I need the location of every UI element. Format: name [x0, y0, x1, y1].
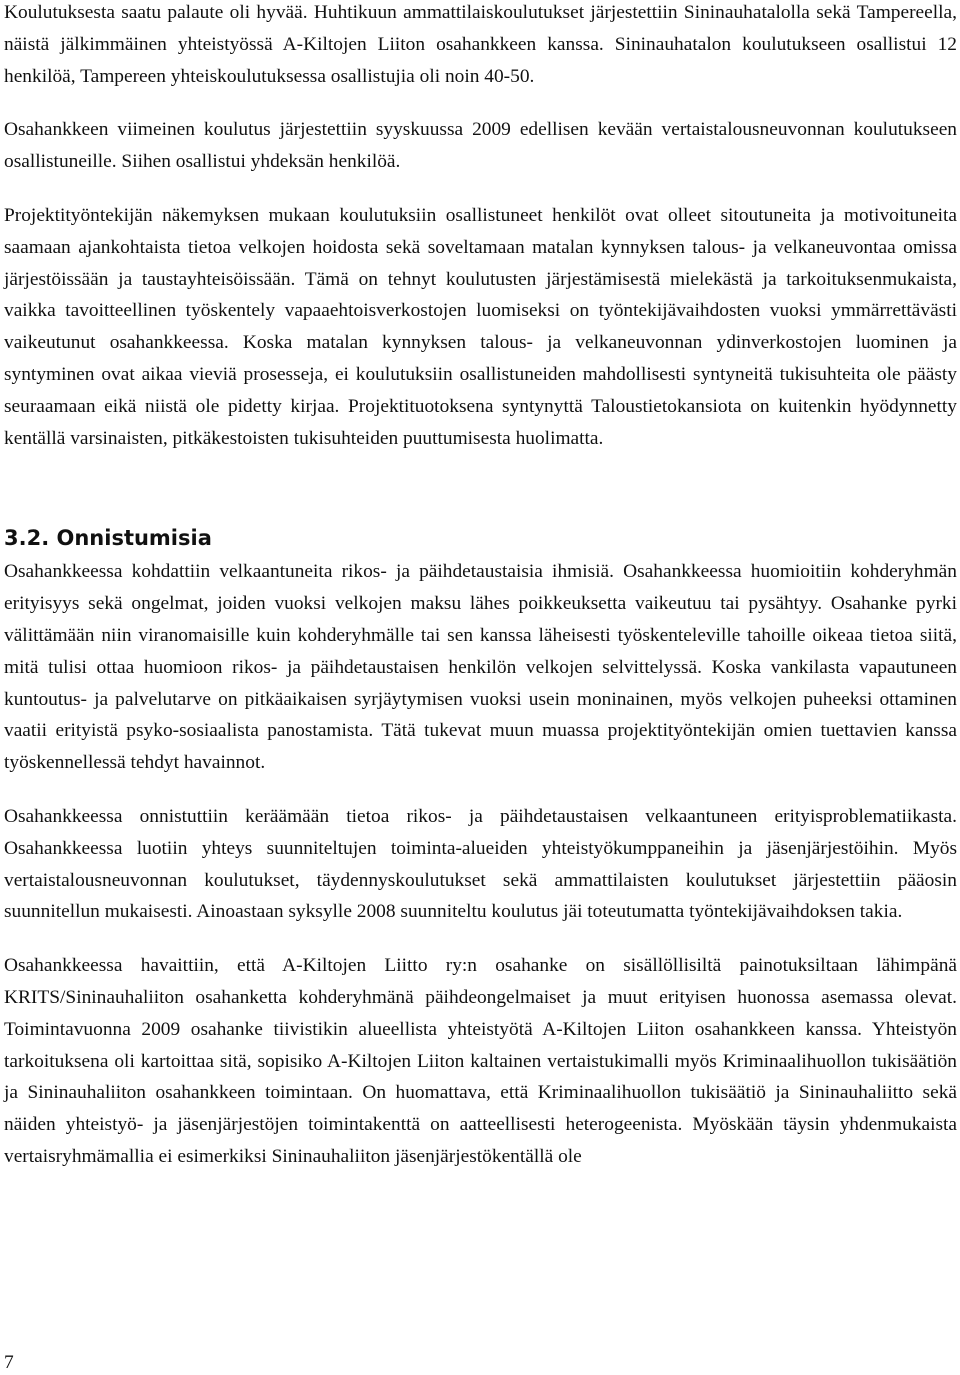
- section-heading: 3.2. Onnistumisia: [4, 526, 212, 551]
- paragraph-target-group: Osahankkeessa kohdattiin velkaantuneita rikos- ja päihdetaustaisia ihmisiä. Osahankkeessa huomioitiin kohderyhmän erityisyys sekä ongelmat, joiden vuoksi velkojen maksu lähes poikkeuksetta vaikeutuu tai pysähtyy. Osahanke pyrki välittämään niin viranomaisille kuin kohderyhmälle tai sen kanssa läheisesti työskenteleville tahoille oikeaa tietoa siitä, mitä tulisi ottaa huomioon rikos- ja päihdetaustaisen henkilön velkojen selvittelyssä. Koska vankilasta vapautuneen kuntoutus- ja palvelutarve on pitkäaikaisen syrjäytymisen vuoksi usein moninainen, myös velkojen puheeksi ottaminen vaatii erityistä psyko-sosiaalista panostamista. Tätä tukevat muun muassa projektityöntekijän omien tuettavien kanssa työskennellessä tehdyt havainnot.: [4, 561, 957, 774]
- paragraph-spacer: [4, 928, 957, 950]
- paragraph-worker-view: Projektityöntekijän näkemyksen mukaan koulutuksiin osallistuneet henkilöt ovat olleet sitoutuneita ja motivoituneita saamaan ajankohtaista tietoa velkojen hoidosta sekä soveltamaan matalan kynnyksen talous- ja velkaneuvontaa omissa järjestöissään ja taustayhteisöissään. Tämä on tehnyt koulutusten järjestämisestä mielekästä ja tarkoituksenmukaista, vaikka tavoitteellinen työskentely vapaaehtoisverkostojen luomiseksi on työntekijävaihdosten vuoksi ymmärrettävästi vaikeutunut osahankkeessa. Koska matalan kynnyksen talous- ja velkaneuvonnan ydinverkostojen luominen ja syntyminen ovat aikaa vieviä prosesseja, ei koulutuksiin osallistuneiden mahdollisesti syntyneitä tukisuhteita ole päästy seuraamaan eikä niistä ole pidetty kirjaa. Projektituotoksena syntynyttä Taloustietokansiota on kuitenkin hyödynnetty kentällä varsinaisten, pitkäkestoisten tukisuhteiden puuttumisesta huolimatta.: [4, 204, 957, 449]
- paragraph-spacer: [4, 92, 957, 114]
- paragraph-last-training: Osahankkeen viimeinen koulutus järjestettiin syyskuussa 2009 edellisen kevään vertaistalousneuvonnan koulutukseen osallistuneille. Siihen osallistui yhdeksän henkilöä.: [4, 119, 957, 173]
- page-number: 7: [4, 1352, 14, 1373]
- paragraph-achievements: Osahankkeessa onnistuttiin keräämään tietoa rikos- ja päihdetaustaisen velkaantuneen erityisproblematiikasta. Osahankkeessa luotiin yhteys suunniteltujen toiminta-alueiden yhteistyökumppaneihin ja jäsenjärjestöihin. Myös vertaistalousneuvonnan koulutukset, täydennyskoulutukset sekä ammattilaisten koulutukset järjestettiin pääosin suunnitellun mukaisesti. Ainoastaan syksylle 2008 suunniteltu koulutus jäi toteutumatta työntekijävaihdoksen takia.: [4, 805, 957, 923]
- paragraph-spacer: [4, 178, 957, 200]
- section-spacer: [4, 454, 957, 520]
- paragraph-spacer: [4, 779, 957, 801]
- document-page: [4, 0, 957, 1173]
- paragraph-training-feedback: Koulutuksesta saatu palaute oli hyvää. Huhtikuun ammattilaiskoulutukset järjestettiin Sininauhatalolla sekä Tampereella, näistä jälkimmäinen yhteistyössä A-Kiltojen Liiton osahankkeen kanssa. Sininauhatalon koulutukseen osallistui 12 henkilöä, Tampereen yhteiskoulutuksessa osallistujia oli noin 40-50.: [4, 2, 957, 87]
- paragraph-cooperation: Osahankkeessa havaittiin, että A-Kiltojen Liitto ry:n osahanke on sisällöllisiltä painotuksiltaan lähimpänä KRITS/Sininauhaliiton osahanketta kohderyhmänä päihdeongelmaiset ja muut erityisen huonossa asemassa olevat. Toimintavuonna 2009 osahanke tiivistikin alueellista yhteistyötä A-Kiltojen Liiton osahankkeen kanssa. Yhteistyön tarkoituksena oli kartoittaa sitä, sopisiko A-Kiltojen Liiton kaltainen vertaistukimalli myös Kriminaalihuollon tukisäätiön ja Sininauhaliiton osahankkeen toimintaan. On huomattava, että Kriminaalihuollon tukisäätiö ja Sininauhaliitto sekä näiden yhteistyö- ja jäsenjärjestöjen toimintakenttä on aatteellisesti heterogeenista. Myöskään täysin yhdenmukaista vertaisryhmämallia ei esimerkiksi Sininauhaliiton jäsenjärjestökentällä ole: [4, 955, 957, 1167]
